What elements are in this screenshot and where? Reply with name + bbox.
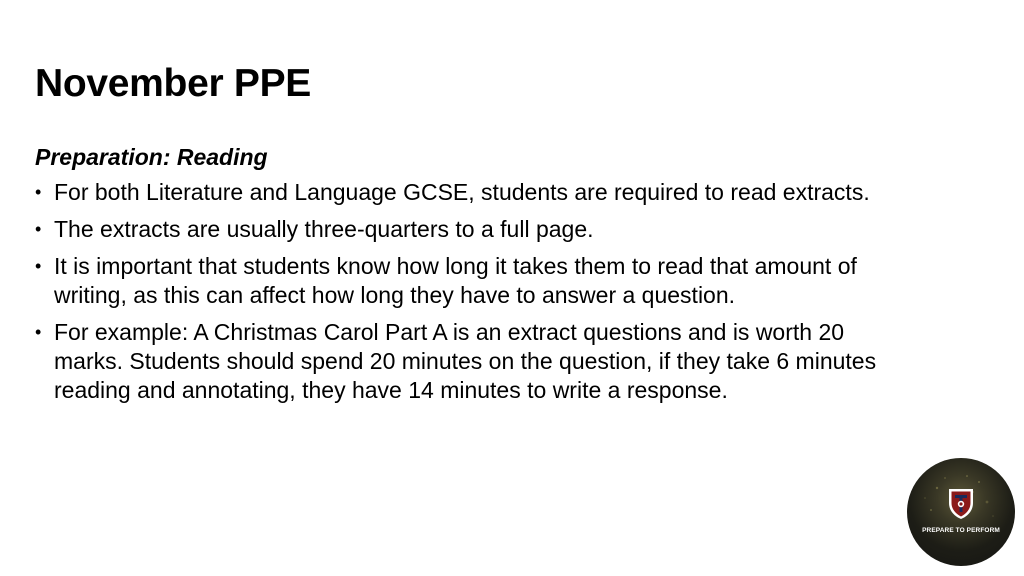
section-subheading: Preparation: Reading	[35, 144, 268, 170]
bullet-marker: •	[35, 256, 42, 276]
bullet-list	[35, 178, 885, 405]
slide-body	[35, 143, 885, 413]
bullet-marker: •	[35, 322, 42, 342]
bullet-marker: •	[35, 182, 42, 202]
logo-text: PREPARE TO PERFORM	[922, 527, 1000, 534]
slide-title: November PPE	[35, 62, 312, 105]
bullet-item	[35, 178, 885, 207]
bullet-item	[35, 252, 885, 310]
bullet-text: The extracts are usually three-quarters to a full page.	[54, 216, 594, 242]
prepare-to-perform-logo	[907, 458, 1015, 566]
shield-icon	[947, 487, 975, 521]
bullet-item	[35, 318, 885, 405]
bullet-item	[35, 215, 885, 244]
bullet-text: It is important that students know how long it takes them to read that amount of writing, as this can affect how long they have to answer a question.	[54, 253, 857, 308]
bullet-text: For both Literature and Language GCSE, students are required to read extracts.	[54, 179, 870, 205]
bullet-text: For example: A Christmas Carol Part A is an extract questions and is worth 20 marks. Students should spend 20 minutes on the question, if they take 6 minutes reading and annotating, they have 14 minutes to write a response.	[54, 319, 877, 403]
bullet-marker: •	[35, 219, 42, 239]
